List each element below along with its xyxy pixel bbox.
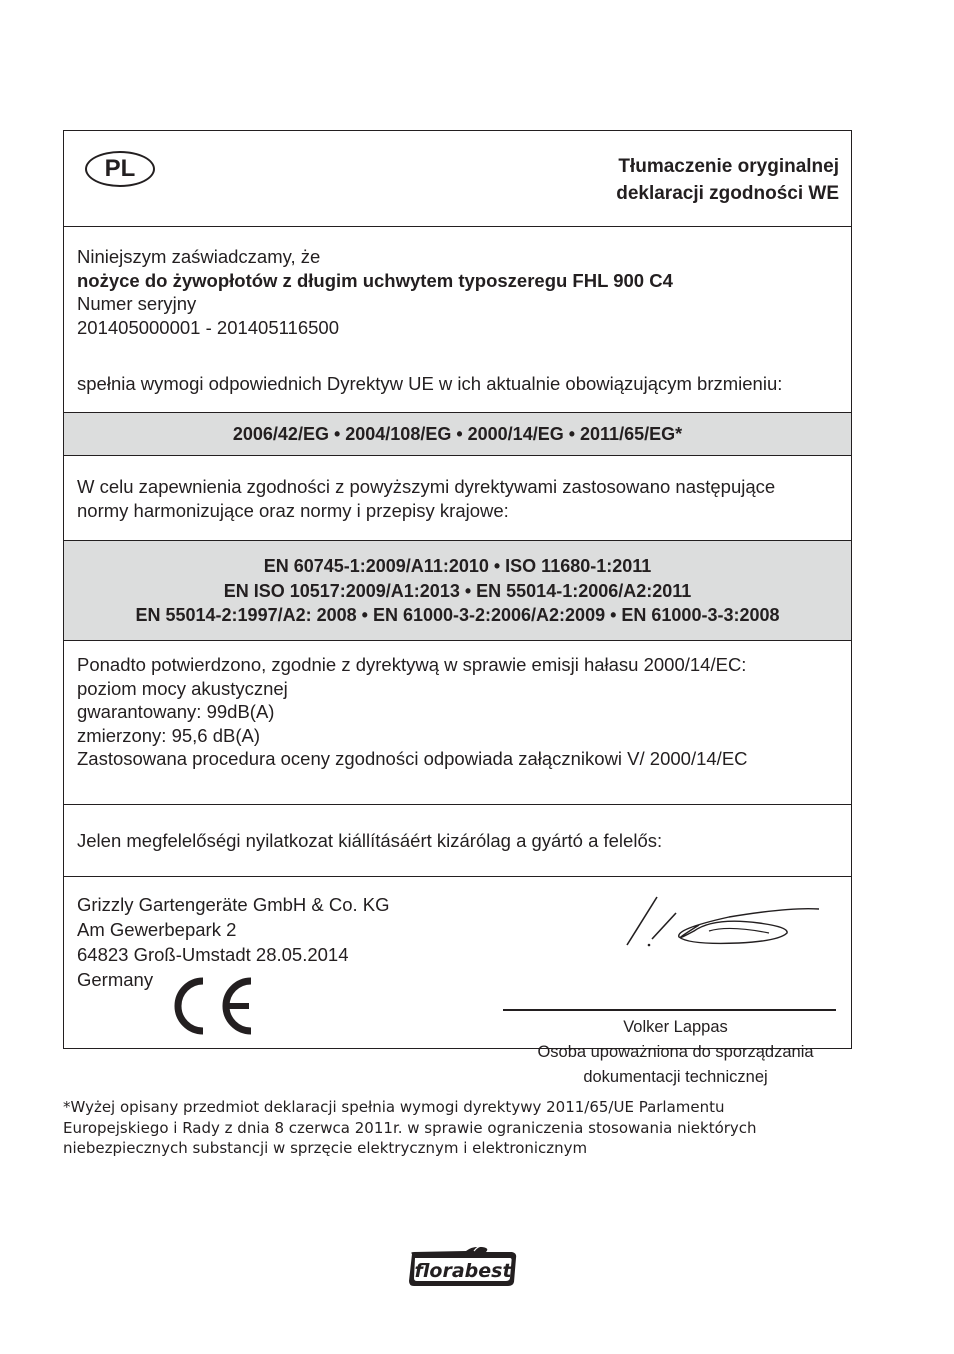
- noise-line-5: Zastosowana procedura oceny zgodności odpowiada załącznikowi V/ 2000/14/EC: [77, 748, 748, 769]
- title-line-2: deklaracji zgodności WE: [616, 183, 839, 204]
- standard-line-2: EN ISO 10517:2009/A1:2013 • EN 55014-1:2006/A2:2011: [223, 580, 692, 601]
- document-title: [616, 153, 839, 207]
- handwritten-signature-icon: [619, 887, 834, 952]
- manufacturer-row: [64, 877, 851, 1086]
- manufacturer-name: Grizzly Gartengeräte GmbH & Co. KG: [77, 894, 390, 915]
- standards-list: [64, 554, 851, 628]
- standard-line-3: EN 55014-2:1997/A2: 2008 • EN 61000-3-2:2006/A2:2009 • EN 61000-3-3:2008: [135, 605, 780, 625]
- standards-row: [64, 541, 851, 641]
- standards-intro: [77, 475, 775, 522]
- product-row: [64, 227, 851, 413]
- product-name: nożyce do żywopłotów z długim uchwytem typoszeregu FHL 900 C4: [77, 269, 673, 291]
- noise-block: [77, 653, 748, 771]
- directives-list: 2006/42/EG • 2004/108/EG • 2000/14/EG • 2011/65/EG*: [232, 424, 683, 444]
- standard-line-1: EN 60745-1:2009/A11:2010 • ISO 11680-1:2011: [263, 556, 652, 576]
- language-badge: PL: [85, 151, 155, 187]
- noise-line-3: gwarantowany: 99dB(A): [77, 701, 275, 722]
- footnote-line-2: Europejskiego i Rady z dnia 8 czerwca 2011r. w sprawie ograniczenia stosowania niektórych: [63, 1118, 757, 1137]
- footnote-line-3: niebezpiecznych substancji w sprzęcie elektrycznym i elektronicznym: [63, 1139, 588, 1157]
- signatory-name: Volker Lappas: [623, 1018, 728, 1036]
- signature-line: [503, 1009, 836, 1011]
- standards-intro-line-2: normy harmonizujące oraz normy i przepisy krajowe:: [77, 499, 509, 521]
- responsibility-row: [64, 805, 851, 877]
- noise-line-4: zmierzony: 95,6 dB(A): [77, 724, 261, 746]
- signatory-role-line-2: dokumentacji technicznej: [583, 1068, 768, 1086]
- title-line-1: Tłumaczenie oryginalnej: [618, 156, 839, 177]
- product-block: [77, 245, 673, 339]
- responsibility-text: Jelen megfelelőségi nyilatkozat kiállításáért kizárólag a gyártó a felelős:: [77, 830, 663, 851]
- product-intro: Niniejszym zaświadczamy, że: [77, 246, 321, 267]
- florabest-logo-icon: [406, 1244, 520, 1290]
- standards-intro-row: [64, 456, 851, 541]
- manufacturer-city-date: 64823 Groß-Umstadt 28.05.2014: [77, 944, 349, 965]
- signatory-caption: [503, 1015, 848, 1090]
- footnote-line-1: *Wyżej opisany przedmiot deklaracji spełnia wymogi dyrektywy 2011/65/UE Parlamentu: [63, 1098, 725, 1116]
- logo-wordmark: florabest: [414, 1260, 512, 1282]
- directives-row: [64, 413, 851, 456]
- noise-line-1: Ponadto potwierdzono, zgodnie z dyrektywą w sprawie emisji hałasu 2000/14/EC:: [77, 654, 747, 675]
- declaration-frame: [63, 130, 852, 1086]
- header-row: [64, 131, 851, 227]
- noise-line-2: poziom mocy akustycznej: [77, 677, 288, 699]
- ce-mark-icon: [171, 971, 257, 1041]
- standards-intro-line-1: W celu zapewnienia zgodności z powyższymi dyrektywami zastosowano następujące: [77, 476, 776, 497]
- serial-label: Numer seryjny: [77, 293, 197, 314]
- serial-range: 201405000001 - 201405116500: [77, 316, 339, 338]
- manufacturer-country: Germany: [77, 969, 154, 990]
- signatory-role-line-1: Osoba upoważniona do sporządzania: [537, 1043, 814, 1061]
- footnote: [63, 1097, 843, 1159]
- manufacturer-street: Am Gewerbepark 2: [77, 919, 237, 940]
- compliance-text: spełnia wymogi odpowiednich Dyrektyw UE w ich aktualnie obowiązującym brzmieniu:: [77, 373, 783, 394]
- noise-row: [64, 641, 851, 805]
